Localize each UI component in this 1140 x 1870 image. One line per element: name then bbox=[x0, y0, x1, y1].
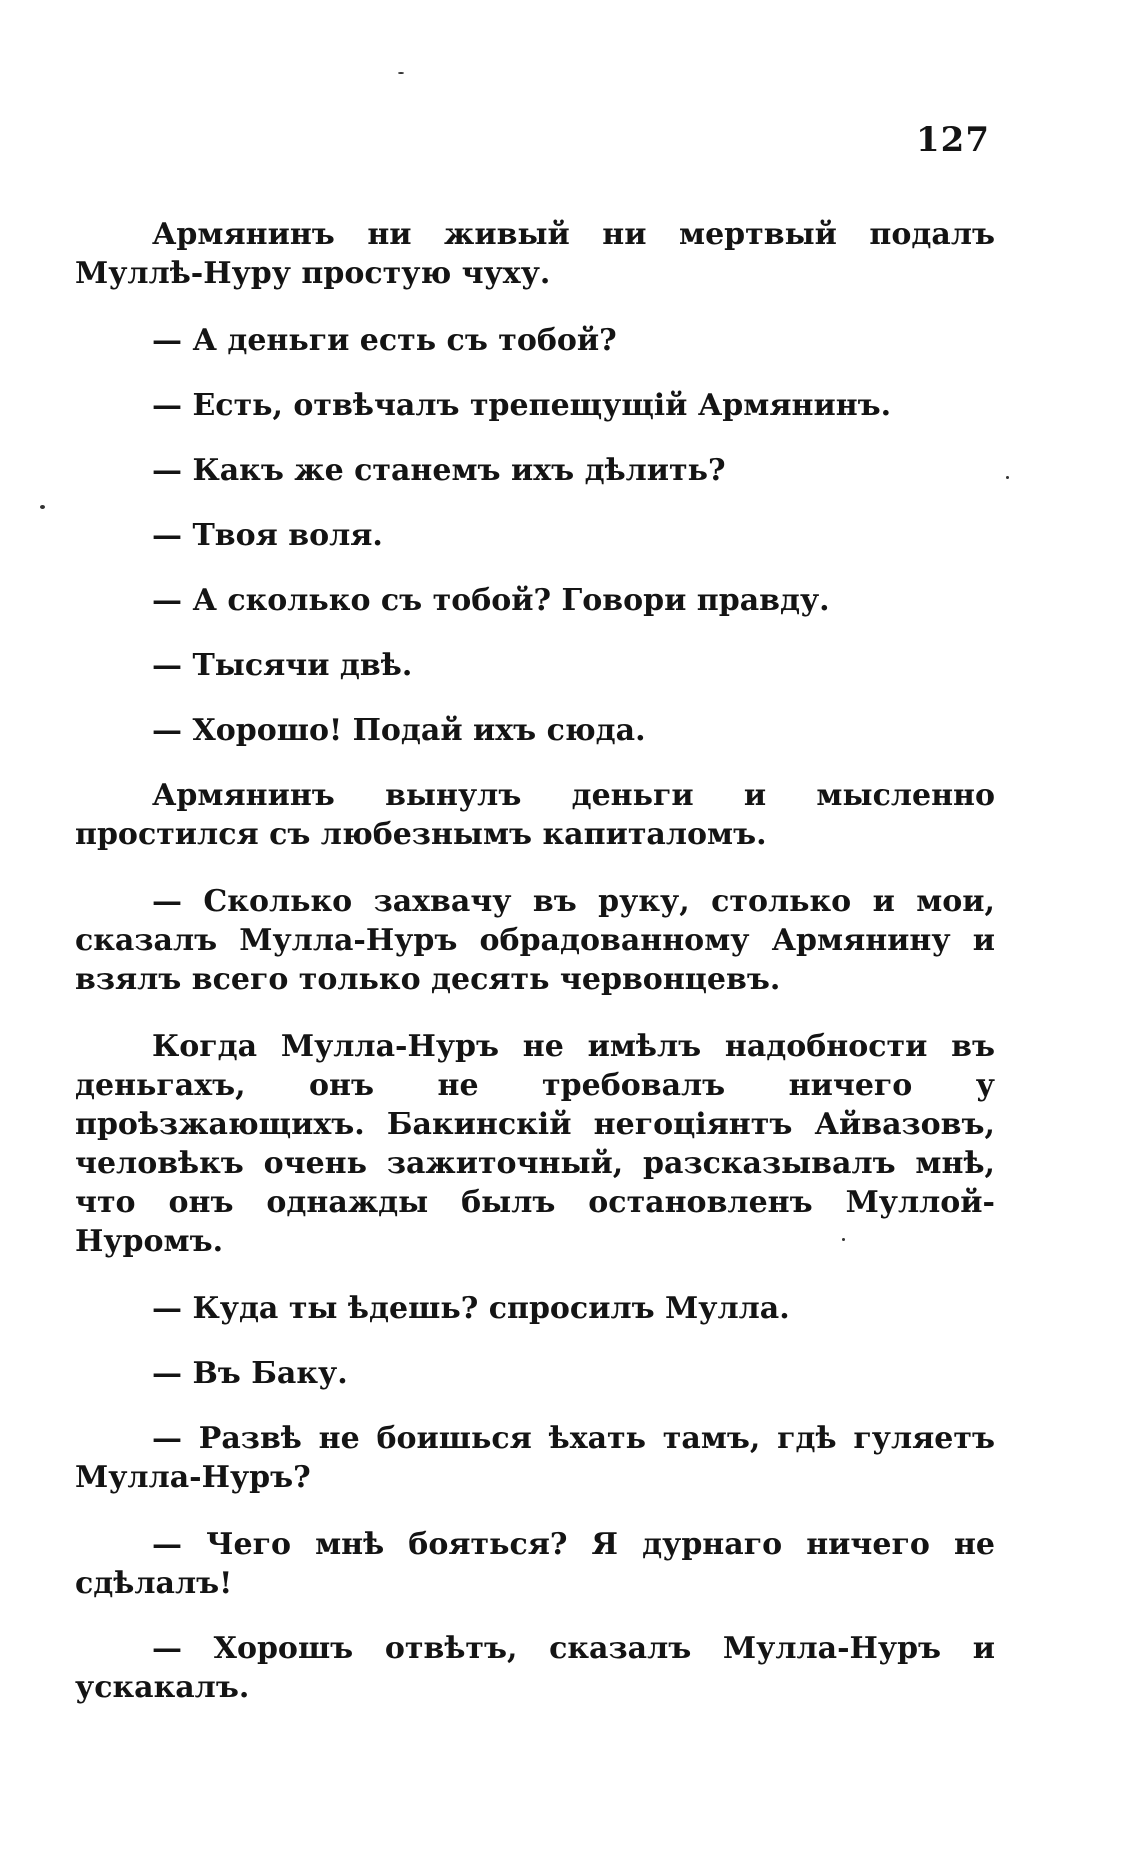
print-speck bbox=[1006, 476, 1009, 479]
body-text bbox=[75, 215, 995, 1733]
paragraph: — Сколько захвачу въ руку, столько и мои, сказалъ Мулла-Нуръ обрадованному Армянину и взялъ всего только десять червонцевъ. bbox=[75, 884, 995, 997]
dialogue-line: — Хорошо! Подай ихъ сюда. bbox=[152, 713, 646, 748]
paragraph: Когда Мулла-Нуръ не имѣлъ надобности въ деньгахъ, онъ не требовалъ ничего у проѣзжающихъ. Бакинскій негоціянтъ Айвазовъ, человѣкъ очень зажиточный, разсказывалъ мнѣ, что онъ однажды былъ остановленъ Муллой-Нуромъ. bbox=[75, 1029, 995, 1259]
dialogue-line: — Твоя воля. bbox=[152, 518, 383, 553]
page-number: 127 bbox=[916, 120, 990, 160]
print-speck bbox=[40, 505, 45, 509]
dialogue-line: — Развѣ не боишься ѣхать тамъ, гдѣ гуляетъ Мулла-Нуръ? bbox=[75, 1421, 995, 1495]
dialogue-line: — Есть, отвѣчалъ трепещущій Армянинъ. bbox=[152, 388, 892, 423]
dialogue-line: — Тысячи двѣ. bbox=[152, 648, 413, 683]
paragraph: Армянинъ ни живый ни мертвый подалъ Муллѣ-Нуру простую чуху. bbox=[75, 217, 995, 291]
dialogue-line: — Какъ же станемъ ихъ дѣлить? bbox=[152, 453, 726, 488]
dialogue-line: — Чего мнѣ бояться? Я дурнаго ничего не сдѣлалъ! bbox=[75, 1527, 995, 1601]
dialogue-line: — Куда ты ѣдешь? спросилъ Мулла. bbox=[152, 1291, 790, 1326]
dialogue-line: — Въ Баку. bbox=[152, 1356, 348, 1391]
print-speck bbox=[842, 1238, 845, 1241]
paragraph: Армянинъ вынулъ деньги и мысленно простился съ любезнымъ капиталомъ. bbox=[75, 778, 995, 852]
print-speck bbox=[398, 72, 404, 74]
dialogue-line: — Хорошъ отвѣтъ, сказалъ Мулла-Нуръ и ускакалъ. bbox=[75, 1631, 995, 1705]
dialogue-line: — А сколько съ тобой? Говори правду. bbox=[152, 583, 830, 618]
dialogue-line: — А деньги есть съ тобой? bbox=[152, 323, 617, 358]
